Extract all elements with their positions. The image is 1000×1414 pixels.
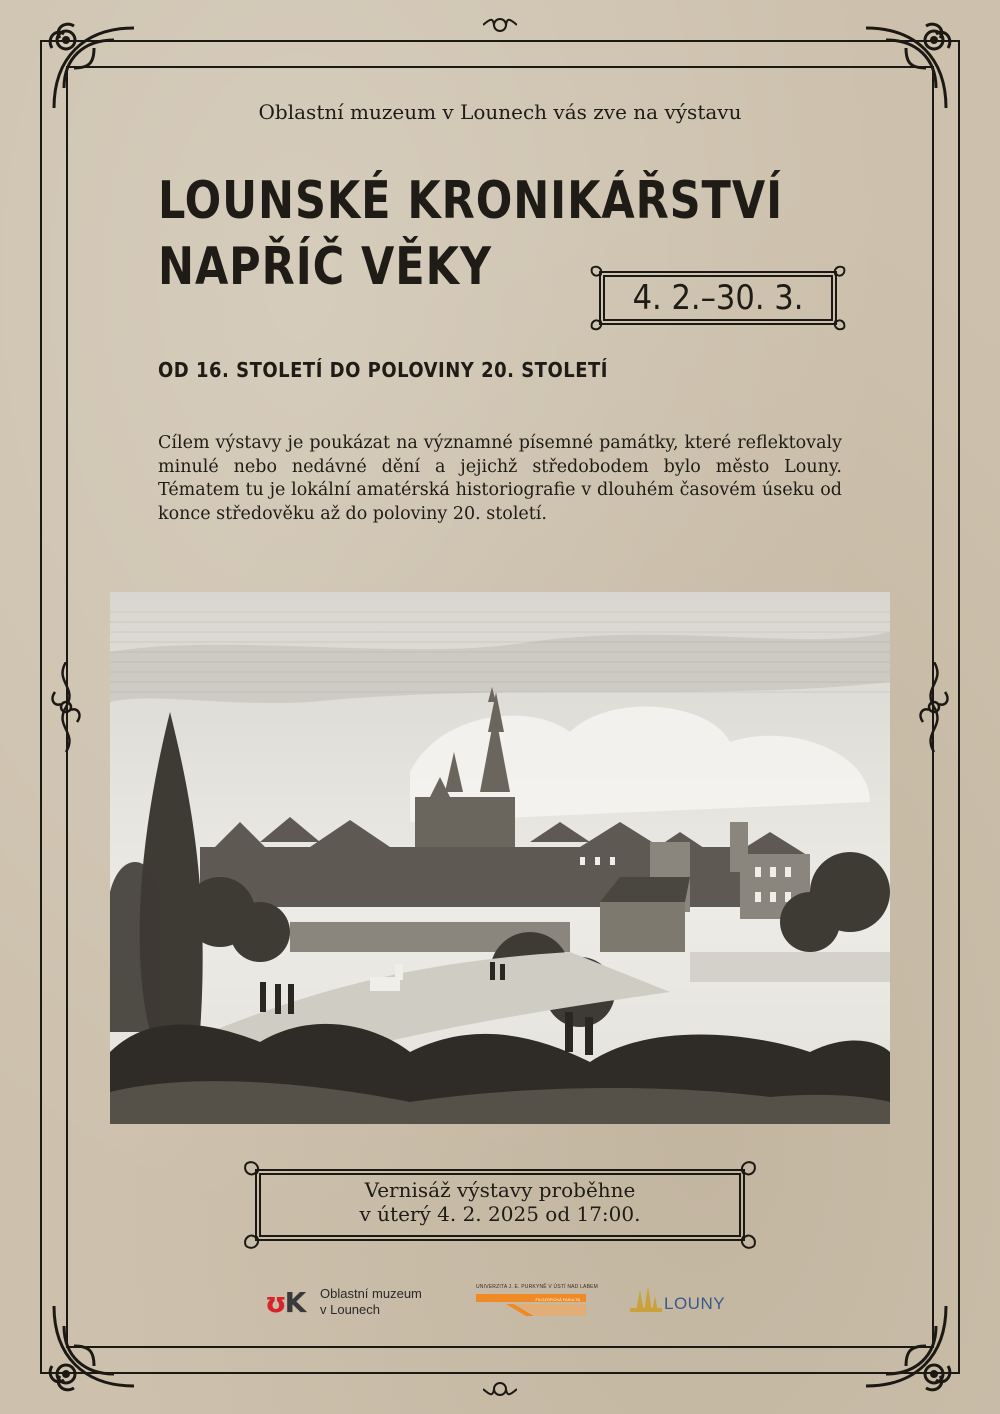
- museum-logo-text: [320, 1286, 422, 1318]
- vernissage-text: [244, 1178, 756, 1226]
- side-ornament-right: [917, 662, 951, 752]
- vernissage-line-1: Vernisáž výstavy proběhne: [364, 1178, 636, 1202]
- museum-mark-k: K: [284, 1286, 305, 1319]
- corner-ornament-bottom-left: [44, 1296, 144, 1396]
- university-logo: [476, 1284, 599, 1320]
- museum-mark-u: ʊ: [265, 1286, 285, 1319]
- subtitle: OD 16. STOLETÍ DO POLOVINY 20. STOLETÍ: [158, 358, 608, 382]
- museum-logo-line-2: v Lounech: [320, 1302, 380, 1317]
- university-stripe-icon: [476, 1292, 586, 1318]
- description: Cílem výstavy je poukázat na významné písemné památky, které reflektovaly minulé nebo nedávné dění a jejichž středobodem bylo město Louny. Tématem tu je lokální amatérská historiografie v dlouhém časovém úseku od konce středověku až do poloviny 20. století.: [158, 433, 842, 524]
- corner-ornament-bottom-right: [856, 1296, 956, 1396]
- museum-logo: [265, 1284, 445, 1320]
- museum-logo-line-1: Oblastní muzeum: [320, 1286, 422, 1301]
- date-box: [590, 264, 846, 332]
- university-name: UNIVERZITA J. E. PURKYNĚ V ÚSTÍ NAD LABEM: [476, 1284, 599, 1290]
- side-ornament-left: [49, 662, 83, 752]
- museum-mark: [265, 1286, 304, 1319]
- university-faculty: FILOZOFICKÁ FAKULTA: [535, 1297, 580, 1302]
- title-line-1: LOUNSKÉ KRONIKÁŘSTVÍ: [158, 171, 783, 231]
- bottom-ornament: [483, 1372, 517, 1406]
- title-line-2: NAPŘÍČ VĚKY: [158, 237, 492, 297]
- top-ornament: [483, 8, 517, 42]
- engraving-town-view: [110, 592, 890, 1124]
- date-range: 4. 2.–30. 3.: [632, 278, 804, 318]
- town-logo-text: LOUNY: [664, 1294, 726, 1313]
- town-logo: [628, 1282, 738, 1318]
- vernissage-line-2: v úterý 4. 2. 2025 od 17:00.: [359, 1202, 641, 1226]
- vernissage-box: [244, 1160, 756, 1250]
- invitation-line: Oblastní muzeum v Lounech vás zve na výstavu: [258, 100, 742, 124]
- town-spires-icon: [628, 1284, 662, 1314]
